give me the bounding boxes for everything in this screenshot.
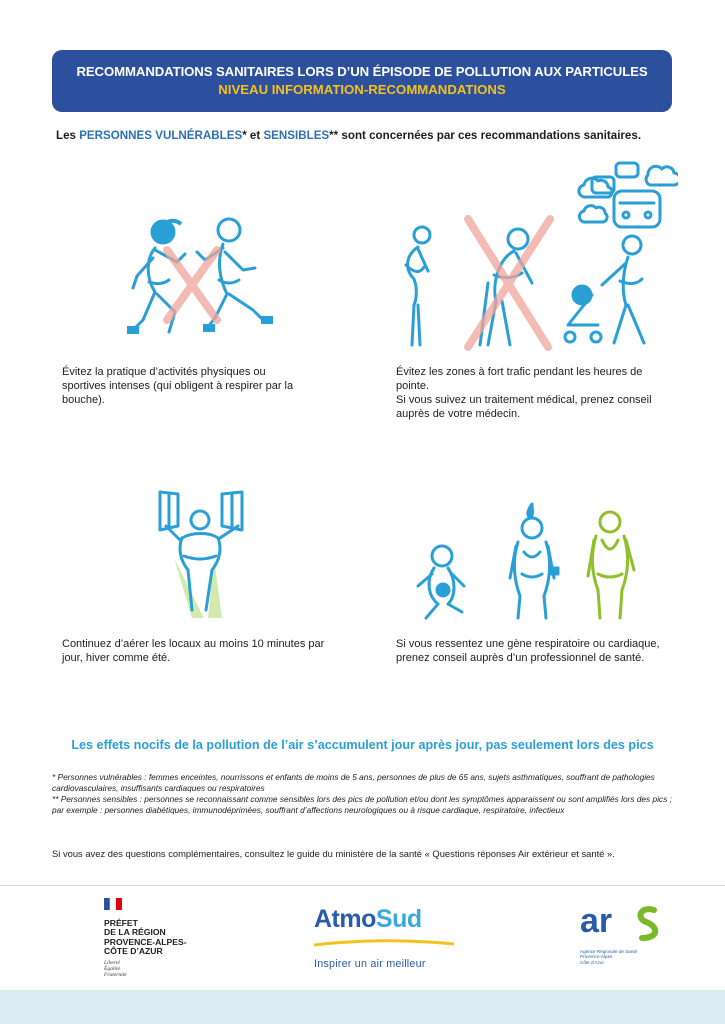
footnote-sensitive: ** Personnes sensibles : personnes se reconnaissant comme sensibles lors des pics de pollution et/ou dont les symptômes apparaissent ou sont amplifiés lors des pics ; par exemple : personnes diabétiques, immunodéprimées, souffrant d’affections neurologiques ou à risque cardiaque, respiratoire, infectieux [52, 794, 672, 815]
footer-divider [0, 885, 725, 886]
atmosud-swoosh-icon [314, 939, 454, 947]
ars-sub-1: Agence Régionale de Santé [580, 949, 638, 954]
header-subtitle: NIVEAU INFORMATION-RECOMMANDATIONS [218, 82, 506, 97]
atmosud-name-part1: Atmo [314, 905, 376, 933]
ventilation-icon [152, 486, 252, 618]
traffic-caption-line2: Si vous suivez un traitement médical, prenez conseil auprès de votre médecin. [396, 394, 652, 420]
atmosud-tagline: Inspirer un air meilleur [314, 958, 426, 970]
motto-line-1: Liberté [104, 959, 120, 966]
runners-icon [125, 210, 285, 340]
atmosud-logo [314, 905, 464, 970]
atmosud-name [314, 905, 464, 934]
guide-text: Si vous avez des questions complémentaires, consultez le guide du ministère de la santé « Questions réponses Air extérieur et santé ». [52, 848, 615, 859]
intro-mid: * et [242, 129, 264, 142]
intro-prefix: Les [56, 129, 80, 142]
motto-line-2: Égalité [104, 965, 120, 972]
footnote-vulnerable: * Personnes vulnérables : femmes enceintes, nourrissons et enfants de moins de 5 ans, personnes de plus de 65 ans, sujets asthmatiques, souffrant de pathologies cardiovasculaires, insuffisants cardiaques ou respiratoires [52, 772, 655, 793]
header-banner [52, 50, 672, 112]
prefecture-line-2: DE LA RÉGION [104, 927, 166, 938]
intro-suffix: ** sont concernées par ces recommandations sanitaires. [329, 129, 642, 142]
prefecture-line-1: PRÉFET [104, 918, 138, 928]
marianne-icon [104, 898, 122, 910]
svg-text:ar: ar [580, 902, 613, 940]
accumulation-note: Les effets nocifs de la pollution de l’air s’accumulent jour après jour, pas seulement lors des pics [71, 738, 654, 752]
intro-text [56, 129, 641, 142]
prefecture-line-4: CÔTE D’AZUR [104, 946, 163, 957]
ars-logo [580, 902, 690, 965]
ars-wordmark-icon [580, 902, 676, 942]
traffic-caption [396, 365, 672, 421]
ventilation-caption: Continuez d’aérer les locaux au moins 10 minutes par jour, hiver comme été. [62, 638, 325, 664]
symptoms-caption: Si vous ressentez une gène respiratoire ou cardiaque, prenez conseil auprès d’un professionnel de santé. [396, 638, 660, 664]
sport-caption: Évitez la pratique d’activités physiques ou sportives intenses (qui obligent à respirer par la bouche). [62, 366, 294, 406]
traffic-icon [388, 155, 678, 355]
ars-sub-2: Provence-Alpes [580, 954, 613, 960]
header-title: RECOMMANDATIONS SANITAIRES LORS D’UN ÉPISODE DE POLLUTION AUX PARTICULES [76, 64, 648, 79]
vulnerable-label: PERSONNES VULNÉRABLES [79, 129, 243, 142]
health-professional-icon [412, 500, 652, 624]
traffic-caption-line1: Évitez les zones à fort trafic pendant les heures de pointe. [396, 366, 643, 392]
ars-sub-3: Côte d’Azur [580, 959, 605, 965]
footnotes [52, 772, 674, 816]
atmosud-name-part2: Sud [375, 905, 422, 933]
motto-line-3: Fraternité [104, 972, 127, 979]
bottom-band [0, 990, 725, 1024]
prefecture-logo [104, 897, 224, 979]
sensitive-label: SENSIBLES [263, 129, 330, 142]
prefecture-line-3: PROVENCE-ALPES- [104, 936, 187, 947]
